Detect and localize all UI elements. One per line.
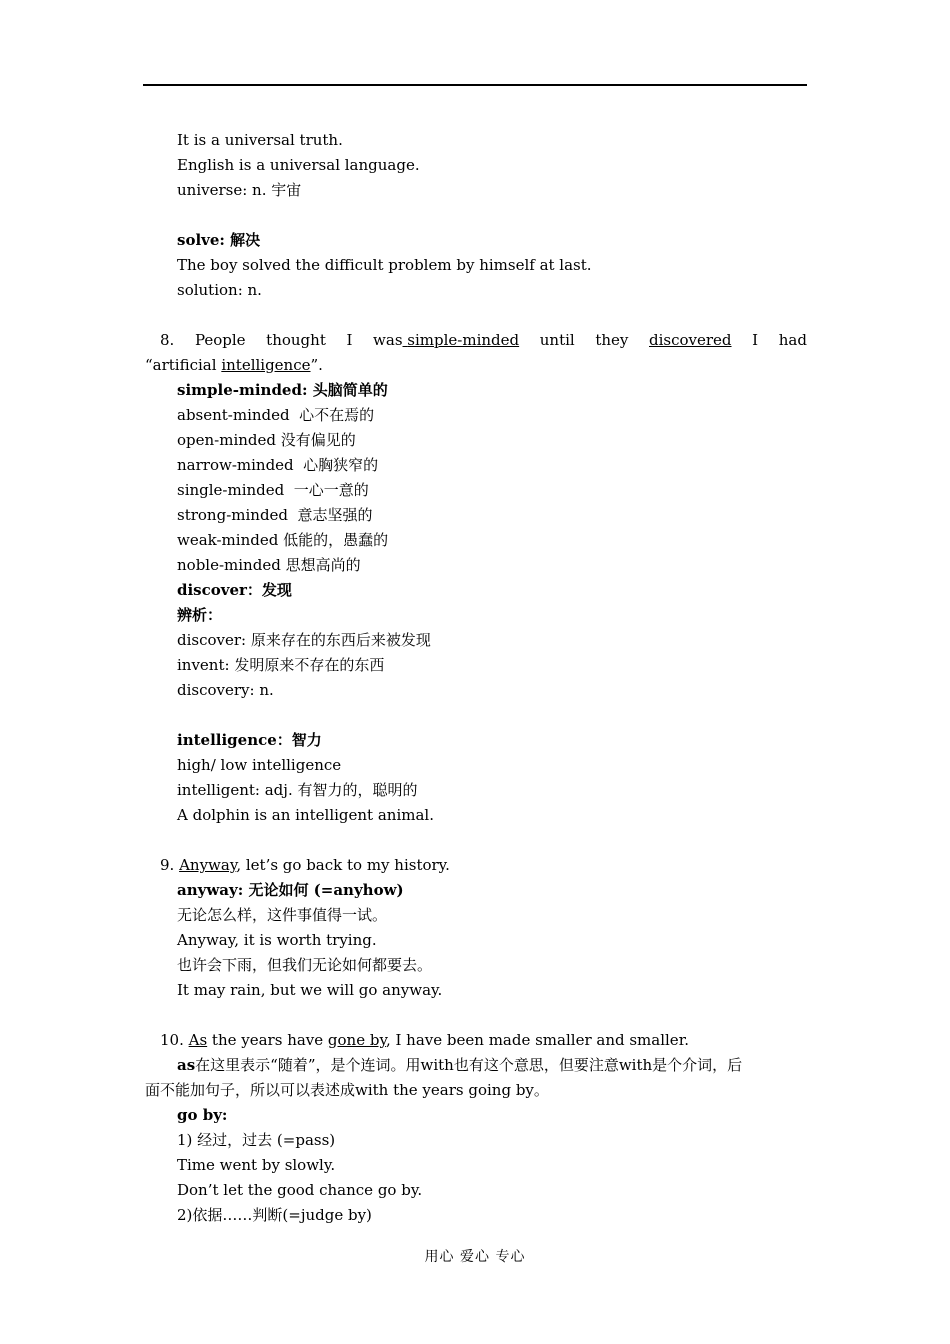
word: was simple-minded: [373, 331, 520, 349]
sentence-10: 10. As the years have gone by, I have been made smaller and smaller.: [160, 1031, 689, 1049]
header-rule: [143, 84, 807, 86]
word: until: [539, 331, 575, 349]
explanation-line: as在这里表示“随着”，是个连词。用with也有这个意思，但要注意with是个介词，后: [177, 1056, 743, 1074]
vocab-heading: anyway: 无论如何 (=anyhow): [177, 881, 404, 899]
list-item: noble-minded 思想高尚的: [177, 556, 361, 574]
sentence-9: 9. Anyway, let’s go back to my history.: [160, 856, 450, 874]
example-line: A dolphin is an intelligent animal.: [177, 806, 434, 824]
vocab-heading: intelligence：智力: [177, 731, 322, 749]
example-line: English is a universal language.: [177, 156, 420, 174]
list-item: narrow-minded 心胸狭窄的: [177, 456, 379, 474]
example-line: intelligent: adj. 有智力的，聪明的: [177, 781, 418, 799]
list-item: open-minded 没有偏见的: [177, 431, 356, 449]
example-line: discover: 原来存在的东西后来被发现: [177, 631, 431, 649]
example-line: universe: n. 宇宙: [177, 181, 302, 199]
example-line: 2)依据……判断(=judge by): [177, 1206, 372, 1224]
explanation-line: 面不能加句子，所以可以表述成with the years going by。: [145, 1081, 549, 1099]
list-item: strong-minded 意志坚强的: [177, 506, 373, 524]
page-footer: 用心 爱心 专心: [424, 1249, 526, 1265]
example-line: Anyway, it is worth trying.: [177, 931, 377, 949]
vocab-heading: solve: 解决: [177, 231, 261, 249]
underlined-word: intelligence: [221, 356, 311, 374]
word: thought: [266, 331, 326, 349]
example-line: It may rain, but we will go anyway.: [177, 981, 443, 999]
example-line: Don’t let the good chance go by.: [177, 1181, 423, 1199]
vocab-heading: simple-minded: 头脑简单的: [177, 381, 388, 399]
underlined-word: gone by: [327, 1031, 386, 1049]
word: I: [752, 331, 759, 349]
sentence-8-line2: “artificial intelligence”.: [145, 356, 323, 374]
vocab-heading: discover：发现: [177, 581, 292, 599]
underlined-word: discovered: [649, 331, 732, 349]
example-line: 无论怎么样，这件事值得一试。: [177, 906, 388, 924]
list-item: weak-minded 低能的，愚蠢的: [177, 531, 389, 549]
word: I: [346, 331, 353, 349]
list-item: single-minded 一心一意的: [177, 481, 369, 499]
example-line: Time went by slowly.: [177, 1156, 336, 1174]
list-item: absent-minded 心不在焉的: [177, 406, 375, 424]
example-line: 1) 经过，过去 (=pass): [177, 1131, 336, 1149]
example-line: The boy solved the difficult problem by himself at last.: [177, 256, 592, 274]
sentence-number: 8.: [160, 331, 175, 349]
word: they: [595, 331, 629, 349]
word: had: [778, 331, 807, 349]
example-line: invent: 发明原来不存在的东西: [177, 656, 385, 674]
underlined-word: Anyway: [179, 856, 237, 874]
example-line: solution: n.: [177, 281, 262, 299]
example-line: 也许会下雨，但我们无论如何都要去。: [177, 956, 433, 974]
vocab-heading: go by:: [177, 1106, 228, 1124]
example-line: discovery: n.: [177, 681, 274, 699]
example-line: high/ low intelligence: [177, 756, 342, 774]
underlined-word: simple-minded: [407, 331, 520, 349]
sentence-8-line1: [160, 328, 807, 353]
vocab-heading: 辨析：: [177, 606, 223, 624]
underlined-word: As: [188, 1031, 208, 1049]
example-line: It is a universal truth.: [177, 131, 343, 149]
word: People: [194, 331, 246, 349]
